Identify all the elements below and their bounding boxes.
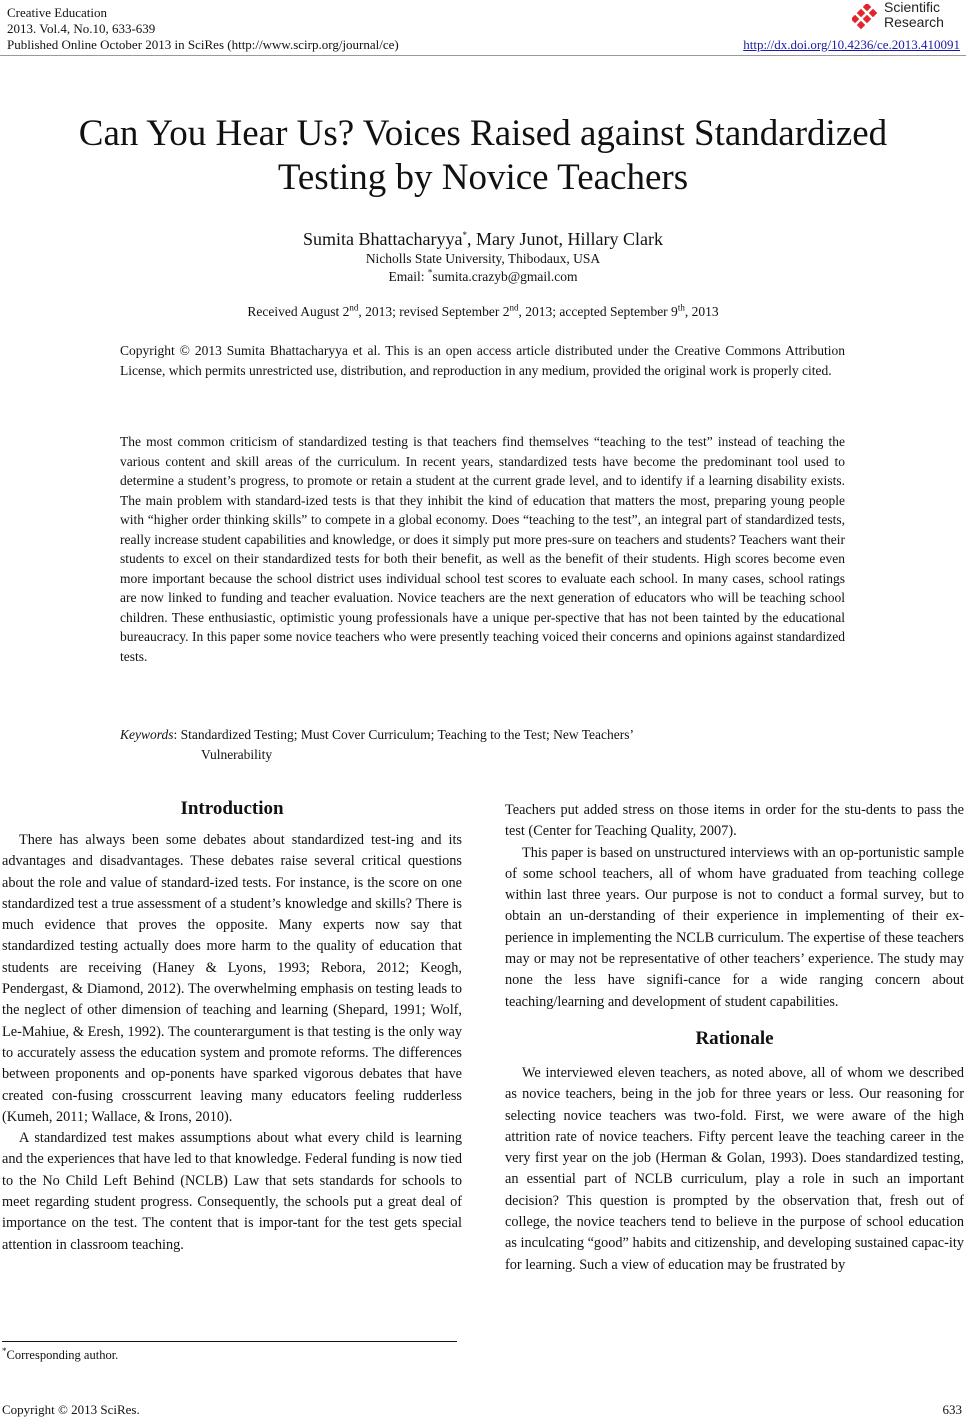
author-list: [0, 229, 966, 249]
author-names-rest: , Mary Junot, Hillary Clark: [466, 229, 663, 249]
logo-line-2: Research: [884, 14, 944, 30]
page-number: 633: [942, 1402, 962, 1417]
date-suffix: nd: [509, 302, 519, 313]
footnote: [2, 1347, 118, 1363]
accepted-date: , 2013; accepted September 9: [518, 304, 678, 319]
keywords-line-1: : Standardized Testing; Must Cover Curriculum; Teaching to the Test; New Teachers’: [173, 727, 634, 742]
rationale-heading: Rationale: [695, 1027, 774, 1049]
rationale-paragraph: We interviewed eleven teachers, as noted above, all of whom we described as novice teachers, being in the job for three years or less. Our reasoning for selecting novice teachers was two-fold. First, we were aware of the high attrition rate of novice teachers. Fifty percent leave the teaching career in the very first year on the job (Herman & Golan, 1993). Does standardized testing, an essential part of NCLB curriculum, play a role in such an important decision? This question is prompted by the observation that, fresh out of college, the novice teachers tend to believe in the purpose of school education as inculcating “good” habits and citizenship, and developing sustained capac-ity for learning. Such a view of education may be frustrated by: [505, 1064, 964, 1273]
journal-header: [7, 5, 399, 53]
scientific-research-logo-icon: [852, 4, 882, 30]
email-line: [0, 268, 966, 285]
date-suffix: th: [677, 302, 685, 313]
received-date: Received August 2: [247, 304, 350, 319]
footer-copyright: Copyright © 2013 SciRes.: [2, 1402, 140, 1417]
logo-line-1: Scientific: [884, 0, 941, 15]
email-prefix: Email:: [388, 269, 428, 284]
copyright-notice: Copyright © 2013 Sumita Bhattacharyya et al. This is an open access article distributed under the Creative Commons Attribution License, which permits unrestricted use, distribution, and reproduction in any medium, provided the original work is properly cited.: [120, 343, 845, 378]
title-line-1: Can You Hear Us? Voices Raised against Standardized: [78, 113, 888, 154]
author-mark: *: [462, 230, 467, 240]
abstract: The most common criticism of standardized testing is that teachers find themselves “teaching to the test” instead of teaching the various content and skill areas of the curriculum. In recent years, standardized tests have become the predominant tool used to determine a student’s progress, to promote or retain a student at the current grade level, and to identify if a learning disability exists. The main problem with standard-ized tests is that they inhibit the kind of education that matters the most, preparing young people with “higher order thinking skills” to compete in a global economy. Does “teaching to the test”, an integral part of standardized tests, really increase student capabilities and knowledge, or does it simply put more pres-sure on teachers and students? Teachers want their students to excel on their standardized tests for both their benefit, as well as the benefit of their students. High scores become even more important because the school district uses individual school test scores to evaluate each school. In many cases, school ratings are now linked to funding and teacher evaluation. Novice teachers are the next generation of educators who will be teaching school children. These enthusiastic, optimistic young professionals have a unique per-spective that has not been tainted by the educational bureaucracy. In this paper some novice teachers who were presently teaching voiced their concerns and opinions against standardized tests.: [120, 434, 845, 664]
revised-date: , 2013; revised September 2: [358, 304, 510, 319]
publisher-logo: [852, 0, 962, 34]
received-dates: [0, 303, 966, 320]
volume-info: 2013. Vol.4, No.10, 633-639: [7, 21, 156, 36]
left-column: [2, 830, 462, 1256]
date-suffix: nd: [349, 302, 359, 313]
intro-paragraph-1: There has always been some debates about standardized test-ing and its advantages and disadvantages. These debates raise several critical questions about the role and value of standard-ized tests. For instance, is the score on one standardized test a true assessment of a student’s knowledge and skills? There is much evidence that proves the opposite. Many experts now say that standardized testing actually does more harm to the quality of education that students are receiving (Haney & Lyons, 1993; Rebora, 2012; Keogh, Pendergast, & Diamond, 2012). The overwhelming emphasis on testing leads to the neglect of other dimension of teaching and learning (Shepard, 1991; Wolf, Le-Mahiue, & Eresh, 1992). The counterargument is that testing is the only way to accurately assess the education system and promote reforms. The differences between proponents and op-ponents have sparked vigorous debates that have created con-fusing crosscurrent leaving many educators feeling rudderless (Kumeh, 2011; Wallace, & Irons, 2010).: [2, 832, 462, 1125]
right-paragraph-2: This paper is based on unstructured interviews with an op-portunistic sample of some school teachers, all of whom have graduated from teaching college within last three years. Our purpose is not to conduct a formal survey, but to obtain an un-derstanding of their experience in implementing of their ex-perience in implementing the NCLB curriculum. The expertise of these teachers may or may not be representative of other teachers’ experience. The study may none the less have signifi-cance for a wide ranging concern about teaching/learning and development of student capabilities.: [505, 844, 964, 1010]
affiliation: Nicholls State University, Thibodaux, USA: [365, 251, 601, 266]
intro-paragraph-2: A standardized test makes assumptions about what every child is learning and the experiences that have led to that knowledge. Federal funding is now tied to the No Child Left Behind (NCLB) Law that sets standards for schools to meet regarding student progress. Consequently, the schools put a great deal of importance on the test. The content that is impor-tant for the test gets special attention in classroom teaching.: [2, 1130, 462, 1253]
published-info: Published Online October 2013 in SciRes (http://www.scirp.org/journal/ce): [7, 37, 399, 52]
keywords-label: Keywords: [120, 727, 174, 742]
keywords-line-2: Vulnerability: [201, 746, 273, 762]
header-divider: [0, 55, 966, 56]
email-mark: *: [427, 267, 433, 278]
doi-link[interactable]: http://dx.doi.org/10.4236/ce.2013.410091: [743, 37, 960, 52]
right-paragraph-1: Teachers put added stress on those items in order for the stu-dents to pass the test (Center for Teaching Quality, 2007).: [505, 802, 964, 840]
right-column: [505, 800, 964, 1276]
footnote-text: Corresponding author.: [6, 1348, 119, 1362]
introduction-heading: Introduction: [180, 798, 284, 819]
paper-title: [40, 112, 926, 200]
logo-text: [884, 0, 944, 30]
footnote-mark: *: [2, 1345, 7, 1356]
author-name-1: Sumita Bhattacharyya: [303, 229, 463, 249]
journal-name: Creative Education: [7, 5, 107, 20]
title-line-2: Testing by Novice Teachers: [277, 157, 689, 198]
email-address[interactable]: sumita.crazyb@gmail.com: [432, 269, 578, 284]
footnote-rule: [2, 1341, 457, 1342]
accepted-year: , 2013: [684, 304, 719, 319]
keywords: [120, 725, 845, 764]
